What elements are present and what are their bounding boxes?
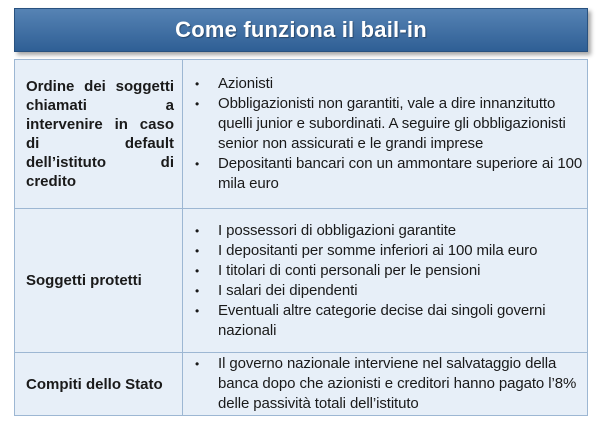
bullet-icon: • [195, 357, 200, 371]
table-row-state [15, 353, 587, 415]
bullet-list [193, 74, 583, 194]
list-item-text: Obbligazionisti non garantiti, vale a dire innanzitutto quelli junior e subordinati. A seguire gli obbligazionisti senior non assicurati e le grandi imprese [218, 95, 566, 152]
bullet-icon: • [195, 303, 200, 318]
list-item [193, 154, 583, 194]
info-table [14, 59, 588, 416]
row-label: Soggetti protetti [26, 272, 142, 289]
bullet-icon: • [195, 97, 200, 111]
list-item [193, 281, 583, 301]
title-banner [14, 8, 588, 52]
bullet-icon: • [195, 77, 200, 91]
list-item [193, 74, 583, 94]
table-row-protected [15, 209, 587, 353]
list-item [193, 261, 583, 281]
bullet-icon: • [195, 263, 200, 278]
list-item-text: Depositanti bancari con un ammontare superiore ai 100 mila euro [218, 155, 583, 192]
bullet-list [193, 221, 583, 341]
bullet-list [193, 354, 583, 414]
row-label-cell [15, 353, 183, 415]
list-item [193, 241, 583, 261]
page-title: Come funziona il bail-in [175, 17, 427, 42]
row-content-cell [183, 353, 587, 415]
list-item-text: I titolari di conti personali per le pensioni [218, 261, 481, 279]
list-item-text: I possessori di obbligazioni garantite [218, 221, 457, 239]
list-item-text: Eventuali altre categorie decise dai singoli governi nazionali [218, 301, 546, 339]
bullet-icon: • [195, 283, 200, 298]
list-item [193, 221, 583, 241]
list-item [193, 301, 583, 341]
row-label-cell [15, 209, 183, 352]
list-item [193, 354, 583, 414]
list-item-text: I salari dei dipendenti [218, 281, 358, 299]
row-label: Ordine dei soggetti chiamati a intervenire in caso di default dell’istituto di credito [26, 78, 174, 190]
list-item [193, 94, 583, 154]
bullet-icon: • [195, 157, 200, 171]
row-label-cell [15, 60, 183, 208]
bullet-icon: • [195, 223, 200, 238]
list-item-text: Il governo nazionale interviene nel salvataggio della banca dopo che azionisti e creditori hanno pagato l’8% delle passività totali dell’istituto [218, 355, 577, 412]
row-label: Compiti dello Stato [26, 375, 163, 393]
bullet-icon: • [195, 243, 200, 258]
list-item-text: Azionisti [218, 75, 273, 92]
row-content-cell [183, 60, 587, 208]
row-content-cell [183, 209, 587, 352]
table-row-order [15, 60, 587, 209]
list-item-text: I depositanti per somme inferiori ai 100 mila euro [218, 241, 538, 259]
